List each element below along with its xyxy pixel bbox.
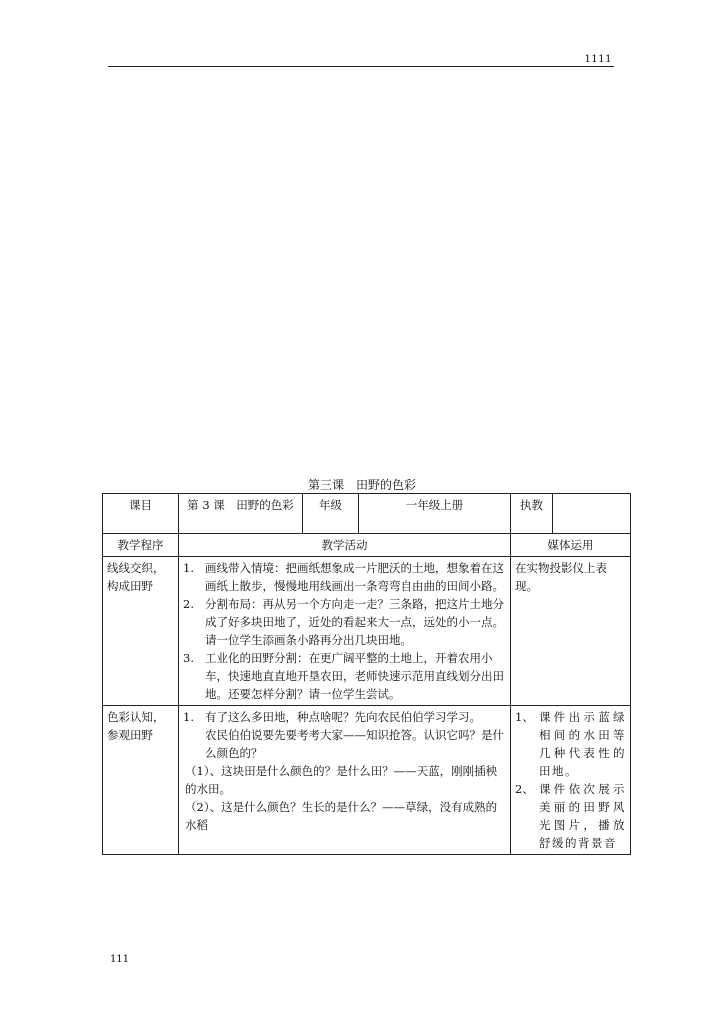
media-number: 2、 bbox=[515, 782, 534, 796]
lesson-plan-table bbox=[102, 493, 631, 855]
quiz-question-2: （2）、这是什么颜色？生长的是什么？——草绿，没有成熟的水稻 bbox=[185, 800, 498, 832]
teacher-value bbox=[553, 494, 631, 534]
media-text: 课件依次展示美丽的田野风光图片，播放舒缓的背景音 bbox=[539, 782, 626, 850]
list-item bbox=[183, 595, 506, 649]
list-item bbox=[183, 559, 506, 595]
header-rule bbox=[108, 66, 614, 67]
media-text: 课件出示蓝绿相间的水田等几种代表性的田地。 bbox=[539, 710, 626, 778]
section2-steps bbox=[183, 708, 506, 726]
section2-activities bbox=[179, 706, 511, 855]
list-item bbox=[515, 708, 626, 780]
section1-steps bbox=[183, 559, 506, 703]
list-item bbox=[183, 708, 506, 726]
lesson-value: 第 3 课 田野的色彩 bbox=[179, 494, 303, 534]
step-text: 画线带入情境：把画纸想象成一片肥沃的土地，想象着在这画纸上散步，慢慢地用线画出一条弯弯自由曲的田间小路。 bbox=[205, 561, 504, 593]
section1-media: 在实物投影仪上表现。 bbox=[511, 557, 631, 706]
step-number: 1. bbox=[183, 561, 194, 575]
list-item bbox=[183, 649, 506, 703]
grade-label: 年级 bbox=[303, 494, 359, 534]
step-number: 2. bbox=[183, 597, 194, 611]
header-page-code: 1111 bbox=[584, 54, 612, 65]
list-item bbox=[515, 780, 626, 852]
teacher-label: 执教 bbox=[511, 494, 553, 534]
lesson-label: 课目 bbox=[103, 494, 179, 534]
activity-header: 教学活动 bbox=[179, 534, 511, 557]
media-header: 媒体运用 bbox=[511, 534, 631, 557]
procedure-header: 教学程序 bbox=[103, 534, 179, 557]
footer-page-code: 111 bbox=[110, 954, 130, 965]
step-number: 3. bbox=[183, 651, 194, 665]
step-text: 工业化的田野分割：在更广阔平整的土地上，开着农用小车，快速地直直地开垦农田，老师快速示范用直线划分出田地。还要怎样分割？请一位学生尝试。 bbox=[205, 651, 504, 701]
quiz-intro: 农民伯伯说要先要考考大家——知识抢答。认识它吗？是什么颜色的？ bbox=[205, 728, 504, 760]
media-number: 1、 bbox=[515, 710, 534, 724]
step-text: 有了这么多田地，种点啥呢？先向农民伯伯学习学习。 bbox=[205, 710, 481, 724]
section2-name: 色彩认知，参观田野 bbox=[103, 706, 179, 855]
lesson-title: 第三课 田野的色彩 bbox=[307, 478, 416, 492]
section1-activities bbox=[179, 557, 511, 706]
table-row-section2 bbox=[103, 706, 631, 855]
table-row-info bbox=[103, 494, 631, 534]
section2-media bbox=[511, 706, 631, 855]
step-number: 1. bbox=[183, 710, 194, 724]
table-row-section1 bbox=[103, 557, 631, 706]
quiz-question-1: （1）、这块田是什么颜色的？是什么田？——天蓝，刚刚插秧的水田。 bbox=[185, 764, 498, 796]
grade-value: 一年级上册 bbox=[359, 494, 511, 534]
step-text: 分割布局：再从另一个方向走一走？三条路，把这片土地分成了好多块田地了，近处的看起来大一点，远处的小一点。请一位学生添画条小路再分出几块田地。 bbox=[205, 597, 504, 647]
table-row-headers bbox=[103, 534, 631, 557]
section1-name: 线线交织，构成田野 bbox=[103, 557, 179, 706]
